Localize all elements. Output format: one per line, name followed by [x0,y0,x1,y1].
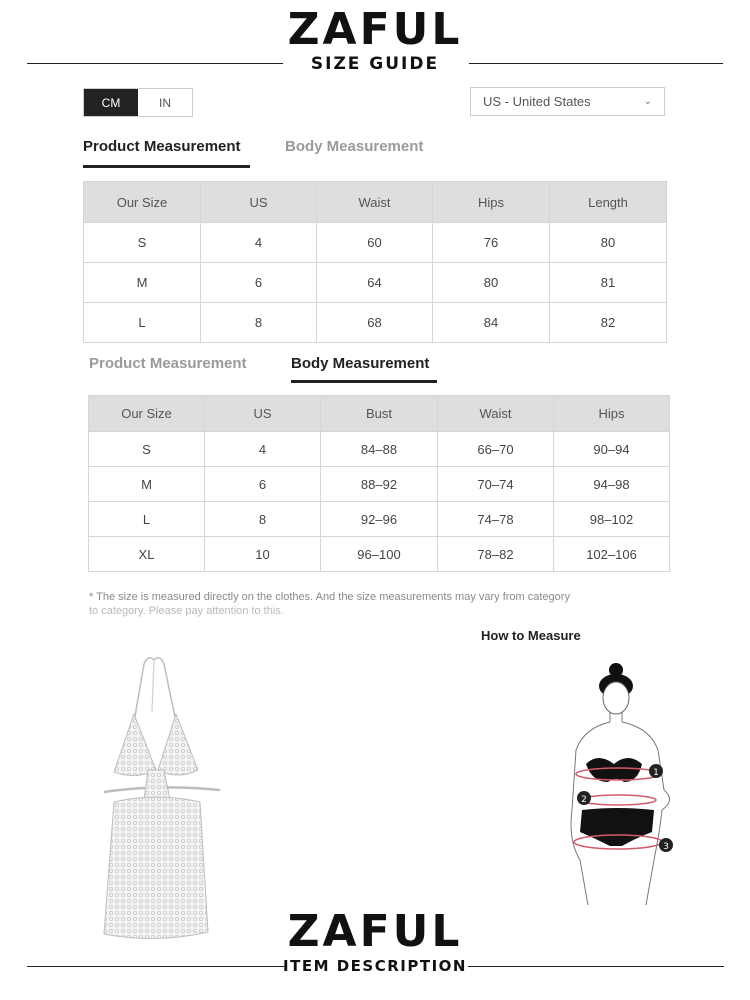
active-tab-indicator [291,380,437,383]
table-cell: 92–96 [321,502,438,537]
table-cell: 8 [201,303,317,343]
table-header-row [89,396,670,432]
body-measurement-table [88,395,670,572]
table-cell: 98–102 [554,502,670,537]
table-row [89,467,670,502]
brand-logo: ZAFUL [287,906,463,957]
tab-product-measurement[interactable]: Product Measurement [83,138,241,155]
tab-product-measurement[interactable]: Product Measurement [89,355,247,372]
brand-logo: ZAFUL [287,4,463,55]
table-cell: 88–92 [321,467,438,502]
table-row [89,432,670,467]
column-header: US [205,396,321,432]
product-image [96,652,236,944]
column-header: US [201,182,317,223]
marker-1 [649,764,663,778]
table-cell: 80 [433,263,550,303]
column-header: Our Size [84,182,201,223]
table-cell: 70–74 [438,467,554,502]
table-row [89,537,670,572]
chevron-down-icon: ⌄ [643,96,652,107]
table-cell: 96–100 [321,537,438,572]
table-cell: 6 [205,467,321,502]
table-cell: 81 [550,263,667,303]
table-cell: 82 [550,303,667,343]
column-header: Length [550,182,667,223]
note-line: to category. Please pay attention to this. [89,605,284,617]
marker-label: 1 [653,768,659,778]
tab-body-measurement[interactable]: Body Measurement [291,355,430,372]
table-cell: 68 [317,303,433,343]
table-row [84,263,667,303]
table-cell: S [89,432,205,467]
table-cell: 8 [205,502,321,537]
table-cell: L [84,303,201,343]
size-guide-title: SIZE GUIDE [310,54,440,74]
measurement-note [89,590,669,618]
table-cell: 102–106 [554,537,670,572]
how-to-measure-title: How to Measure [481,628,581,643]
column-header: Waist [317,182,433,223]
body-measure-illustration [566,660,700,910]
column-header: Hips [433,182,550,223]
column-header: Hips [554,396,670,432]
tab-body-measurement[interactable]: Body Measurement [285,138,424,155]
table-header-row [84,182,667,223]
table-cell: 6 [201,263,317,303]
table-cell: 84–88 [321,432,438,467]
table-cell: 74–78 [438,502,554,537]
column-header: Waist [438,396,554,432]
table-cell: 60 [317,223,433,263]
table-cell: 64 [317,263,433,303]
country-select[interactable] [470,87,665,116]
item-description-title: ITEM DESCRIPTION [283,957,467,975]
unit-in-button[interactable]: IN [138,89,192,116]
table-cell: M [84,263,201,303]
table-cell: M [89,467,205,502]
note-line: * The size is measured directly on the clothes. And the size measurements may vary from category [89,591,570,603]
table-row [84,223,667,263]
product-measurement-table [83,181,667,343]
table-cell: 66–70 [438,432,554,467]
marker-label: 3 [663,842,669,852]
table-cell: 80 [550,223,667,263]
table-cell: 78–82 [438,537,554,572]
table-cell: 4 [201,223,317,263]
table-cell: 4 [205,432,321,467]
unit-toggle [83,88,193,117]
table-cell: 10 [205,537,321,572]
table-cell: 90–94 [554,432,670,467]
marker-label: 2 [581,795,587,805]
table-cell: L [89,502,205,537]
marker-2 [577,791,591,805]
country-select-value: US - United States [483,94,591,109]
column-header: Our Size [89,396,205,432]
unit-cm-button[interactable]: CM [84,89,138,116]
table-cell: 76 [433,223,550,263]
column-header: Bust [321,396,438,432]
active-tab-indicator [83,165,250,168]
table-cell: XL [89,537,205,572]
table-cell: S [84,223,201,263]
marker-3 [659,838,673,852]
table-cell: 94–98 [554,467,670,502]
table-cell: 84 [433,303,550,343]
table-row [84,303,667,343]
table-row [89,502,670,537]
